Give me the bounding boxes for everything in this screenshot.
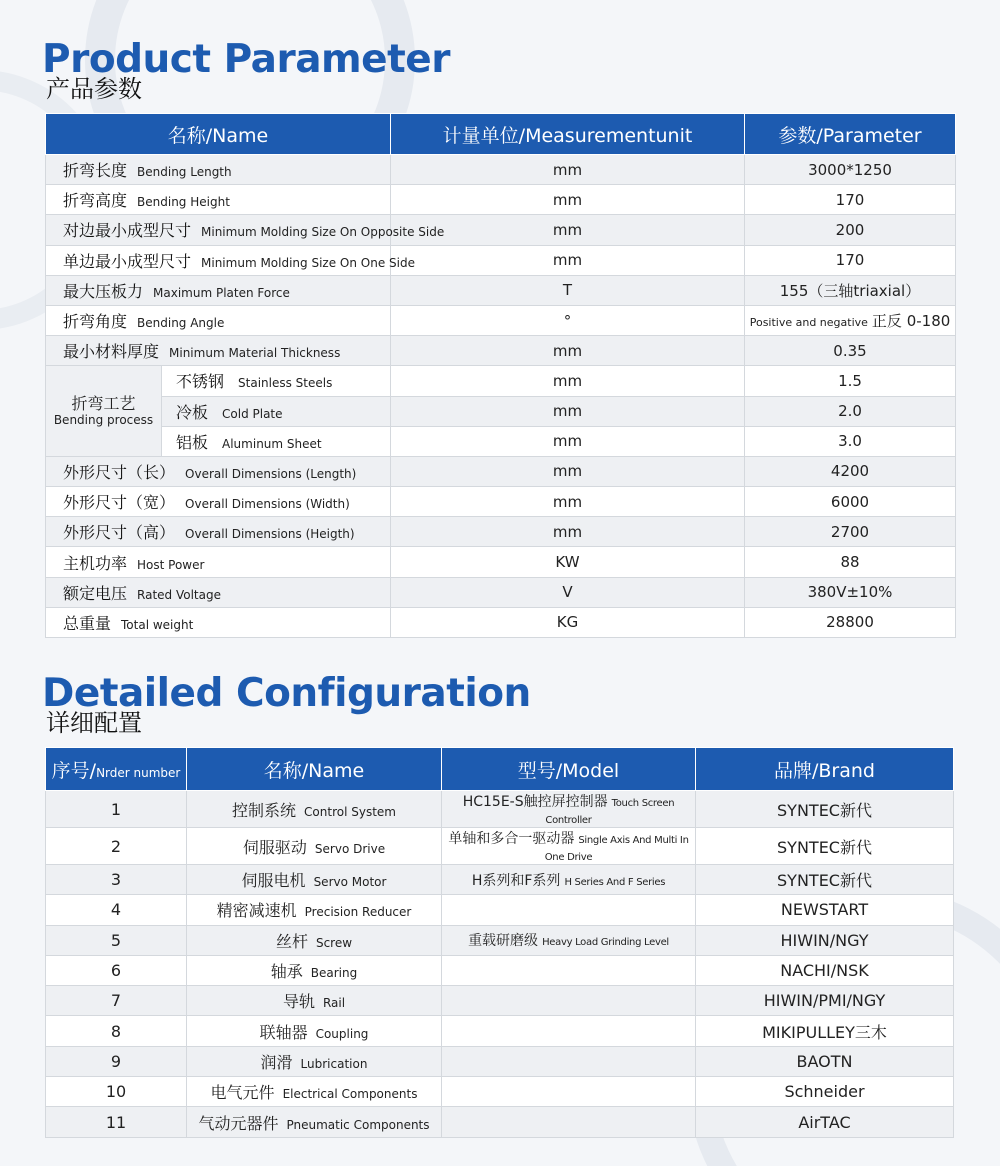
material-name-en: Aluminum Sheet [222, 436, 322, 451]
param-unit: mm [391, 185, 745, 215]
config-name-en: Rail [322, 996, 346, 1011]
header-brand: 品牌/Brand [696, 748, 954, 791]
config-name-zh: 丝杆 [275, 931, 308, 951]
config-name-en: Servo Drive [314, 841, 386, 856]
config-brand: SYNTEC新代 [696, 865, 954, 895]
config-model [442, 986, 696, 1016]
config-name-zh: 气动元器件 [198, 1113, 279, 1133]
config-model [442, 1107, 696, 1137]
config-name [187, 1016, 442, 1046]
param-unit: mm [391, 426, 745, 456]
param-row [46, 607, 956, 637]
config-number: 7 [46, 986, 187, 1016]
config-name-en: Electrical Components [282, 1087, 418, 1102]
param-row [46, 215, 956, 245]
param-name-en: Overall Dimensions (Heigth) [185, 527, 355, 542]
material-name-en: Stainless Steels [238, 376, 333, 391]
config-model [442, 925, 696, 955]
param-name-en: Rated Voltage [137, 587, 221, 602]
config-model-zh: 重载研磨级 [468, 933, 539, 950]
param-name-zh: 外形尺寸（宽） [63, 493, 176, 513]
param-value [745, 577, 956, 607]
config-name-zh: 伺服驱动 [242, 837, 307, 857]
param-name-zh: 总重量 [63, 613, 112, 633]
config-row [46, 1107, 954, 1137]
param-row [46, 336, 956, 366]
param-row [46, 185, 956, 215]
config-number: 1 [46, 791, 187, 828]
param-row [46, 517, 956, 547]
section-title-product-parameter: Product Parameter [42, 37, 450, 82]
param-row-bending-process [46, 366, 956, 396]
param-name-zh: 单边最小成型尺寸 [63, 251, 192, 271]
config-name-zh: 润滑 [260, 1052, 293, 1072]
config-name-en: Servo Motor [313, 875, 387, 890]
param-unit: mm [391, 366, 745, 396]
config-name-en: Precision Reducer [304, 905, 412, 920]
config-brand: AirTAC [696, 1107, 954, 1137]
config-row [46, 925, 954, 955]
param-value: 2.0 [745, 396, 956, 426]
param-name-zh: 对边最小成型尺寸 [63, 221, 192, 241]
param-value-prefix: Positive and negative [749, 316, 868, 330]
config-number: 6 [46, 955, 187, 985]
header-parameter: 参数/Parameter [745, 114, 956, 155]
param-value-text: 4200 [830, 462, 870, 481]
param-unit: mm [391, 396, 745, 426]
param-name-zh: 最小材料厚度 [63, 342, 160, 362]
param-name [46, 155, 391, 185]
config-name-zh: 导轨 [282, 992, 315, 1012]
config-name [187, 791, 442, 828]
config-brand: MIKIPULLEY三木 [696, 1016, 954, 1046]
param-value [745, 155, 956, 185]
param-name-en: Minimum Material Thickness [169, 346, 341, 361]
config-model [442, 955, 696, 985]
config-row [46, 1046, 954, 1076]
config-name-zh: 电气元件 [210, 1083, 275, 1103]
param-name-zh: 折弯角度 [63, 312, 128, 332]
header-number [46, 748, 187, 791]
config-brand: SYNTEC新代 [696, 828, 954, 865]
param-name [46, 185, 391, 215]
config-brand: Schneider [696, 1077, 954, 1107]
config-number: 2 [46, 828, 187, 865]
param-row [46, 275, 956, 305]
param-name [46, 456, 391, 486]
param-unit: mm [391, 456, 745, 486]
param-value [745, 305, 956, 335]
config-row [46, 895, 954, 925]
param-value [745, 185, 956, 215]
param-unit: T [391, 275, 745, 305]
config-number: 3 [46, 865, 187, 895]
config-brand: NACHI/NSK [696, 955, 954, 985]
header-config-name: 名称/Name [187, 748, 442, 791]
config-name-zh: 轴承 [270, 962, 303, 982]
config-header-row [46, 748, 954, 791]
config-row [46, 1077, 954, 1107]
config-brand: NEWSTART [696, 895, 954, 925]
material-name-zh: 冷板 [176, 402, 209, 422]
param-name-en: Bending Angle [137, 316, 225, 331]
config-row [46, 865, 954, 895]
config-row [46, 1016, 954, 1046]
config-model-zh: H系列和F系列 [471, 872, 561, 889]
config-model [442, 1016, 696, 1046]
config-name-en: Pneumatic Components [286, 1117, 430, 1132]
config-row [46, 828, 954, 865]
param-name-zh: 外形尺寸（长） [63, 462, 176, 482]
config-name [187, 865, 442, 895]
config-row [46, 986, 954, 1016]
config-number: 8 [46, 1016, 187, 1046]
param-name [46, 245, 415, 275]
param-name-en: Overall Dimensions (Length) [185, 466, 357, 481]
param-value-text: 2700 [830, 522, 870, 541]
param-value [745, 547, 956, 577]
material-name [162, 396, 391, 426]
param-name [46, 487, 391, 517]
param-row-bending-process [46, 426, 956, 456]
param-value-text: 88 [840, 553, 860, 572]
param-unit: mm [391, 245, 745, 275]
detailed-configuration-table [45, 747, 954, 1138]
config-brand: HIWIN/PMI/NGY [696, 986, 954, 1016]
config-model-en: Touch Screen Controller [545, 798, 675, 826]
config-name-en: Lubrication [300, 1056, 368, 1071]
config-row [46, 955, 954, 985]
header-unit: 计量单位/Measurementunit [391, 114, 745, 155]
param-value-text: 28800 [826, 613, 874, 632]
config-name-en: Bearing [310, 966, 358, 981]
param-value-text: 170 [835, 251, 865, 270]
header-number-zh: 序号/ [51, 759, 97, 782]
config-name-en: Coupling [315, 1026, 369, 1041]
material-name-en: Cold Plate [222, 406, 283, 421]
config-name-zh: 联轴器 [259, 1022, 308, 1042]
config-name-zh: 精密减速机 [216, 901, 297, 921]
param-name-en: Overall Dimensions (Width) [185, 497, 350, 512]
param-value-text: 170 [835, 190, 865, 209]
param-value-text: 3000*1250 [808, 160, 892, 179]
param-unit: mm [391, 155, 745, 185]
param-value-text: 正反 0-180 [871, 312, 951, 331]
config-model [442, 895, 696, 925]
param-value: 3.0 [745, 426, 956, 456]
param-name-zh: 折弯长度 [63, 161, 128, 181]
config-name [187, 986, 442, 1016]
param-row [46, 577, 956, 607]
header-number-en: Nrder number [96, 765, 181, 780]
config-brand: HIWIN/NGY [696, 925, 954, 955]
material-name [162, 366, 391, 396]
config-name [187, 955, 442, 985]
param-name [46, 215, 445, 245]
bending-process-zh: 折弯工艺 [71, 394, 136, 414]
param-name [46, 336, 391, 366]
param-name-zh: 额定电压 [63, 583, 128, 603]
config-name [187, 1046, 442, 1076]
param-unit: KG [391, 607, 745, 637]
config-model [442, 865, 696, 895]
config-number: 4 [46, 895, 187, 925]
param-row [46, 155, 956, 185]
config-brand: BAOTN [696, 1046, 954, 1076]
param-unit: ° [391, 305, 745, 335]
config-name-en: Screw [315, 935, 353, 950]
param-value [745, 456, 956, 486]
product-parameter-table [45, 113, 956, 638]
param-name [46, 577, 391, 607]
param-name-en: Bending Length [137, 165, 232, 180]
config-number: 5 [46, 925, 187, 955]
config-name-zh: 控制系统 [232, 800, 297, 820]
config-model-en: Single Axis And Multi In One Drive [544, 835, 689, 863]
config-row [46, 791, 954, 828]
section-subtitle-detailed-configuration: 详细配置 [46, 709, 142, 737]
param-row [46, 487, 956, 517]
header-name: 名称/Name [46, 114, 391, 155]
material-name-zh: 铝板 [176, 432, 209, 452]
bending-process-group [46, 366, 162, 457]
param-value [745, 336, 956, 366]
param-name-zh: 主机功率 [63, 553, 128, 573]
param-name-en: Bending Height [137, 195, 230, 210]
param-name [46, 275, 391, 305]
param-row [46, 456, 956, 486]
config-model [442, 828, 696, 865]
param-name-en: Minimum Molding Size On One Side [201, 255, 415, 270]
param-value-text: 200 [835, 220, 865, 239]
section-subtitle-product-parameter: 产品参数 [46, 75, 142, 103]
config-model-en: H Series And F Series [564, 876, 666, 888]
param-name-en: Host Power [137, 557, 205, 572]
param-value [745, 215, 956, 245]
params-header-row [46, 114, 956, 155]
header-model: 型号/Model [442, 748, 696, 791]
param-unit: mm [391, 487, 745, 517]
param-unit: mm [391, 517, 745, 547]
param-name [46, 547, 391, 577]
material-name-zh: 不锈钢 [176, 372, 225, 392]
param-value [745, 607, 956, 637]
param-value-text: 0.35 [833, 341, 867, 360]
config-name [187, 828, 442, 865]
config-name [187, 895, 442, 925]
config-model [442, 791, 696, 828]
config-name [187, 925, 442, 955]
param-unit: mm [391, 336, 745, 366]
param-value-text: 380V±10% [807, 583, 893, 602]
config-name-en: Control System [304, 804, 396, 819]
param-row-bending-process [46, 396, 956, 426]
param-name-en: Maximum Platen Force [153, 285, 290, 300]
param-name [46, 305, 391, 335]
param-value [745, 517, 956, 547]
param-name-en: Total weight [121, 617, 194, 632]
param-name-zh: 外形尺寸（高） [63, 523, 176, 543]
config-name-zh: 伺服电机 [241, 871, 306, 891]
param-value [745, 245, 956, 275]
param-name [46, 607, 391, 637]
config-model-en: Heavy Load Grinding Level [542, 937, 669, 949]
param-value-text: 155（三轴triaxial） [779, 281, 921, 300]
param-unit: V [391, 577, 745, 607]
config-number: 10 [46, 1077, 187, 1107]
param-name-en: Minimum Molding Size On Opposite Side [201, 225, 445, 240]
config-model [442, 1046, 696, 1076]
config-name [187, 1107, 442, 1137]
bending-process-en: Bending process [53, 413, 154, 428]
param-row [46, 547, 956, 577]
material-name [162, 426, 391, 456]
param-unit: KW [391, 547, 745, 577]
param-row [46, 245, 956, 275]
param-row [46, 305, 956, 335]
config-model [442, 1077, 696, 1107]
param-unit: mm [391, 215, 745, 245]
config-model-zh: HC15E-S触控屏控制器 [462, 794, 608, 810]
param-value-text: 6000 [830, 492, 870, 511]
param-value [745, 275, 956, 305]
config-number: 9 [46, 1046, 187, 1076]
section-title-detailed-configuration: Detailed Configuration [42, 671, 531, 716]
config-brand: SYNTEC新代 [696, 791, 954, 828]
param-name-zh: 最大压板力 [63, 281, 144, 301]
config-number: 11 [46, 1107, 187, 1137]
param-value: 1.5 [745, 366, 956, 396]
config-model-zh: 单轴和多合一驱动器 [448, 831, 575, 847]
config-name [187, 1077, 442, 1107]
param-name-zh: 折弯高度 [63, 191, 128, 211]
param-value [745, 487, 956, 517]
param-name [46, 517, 391, 547]
